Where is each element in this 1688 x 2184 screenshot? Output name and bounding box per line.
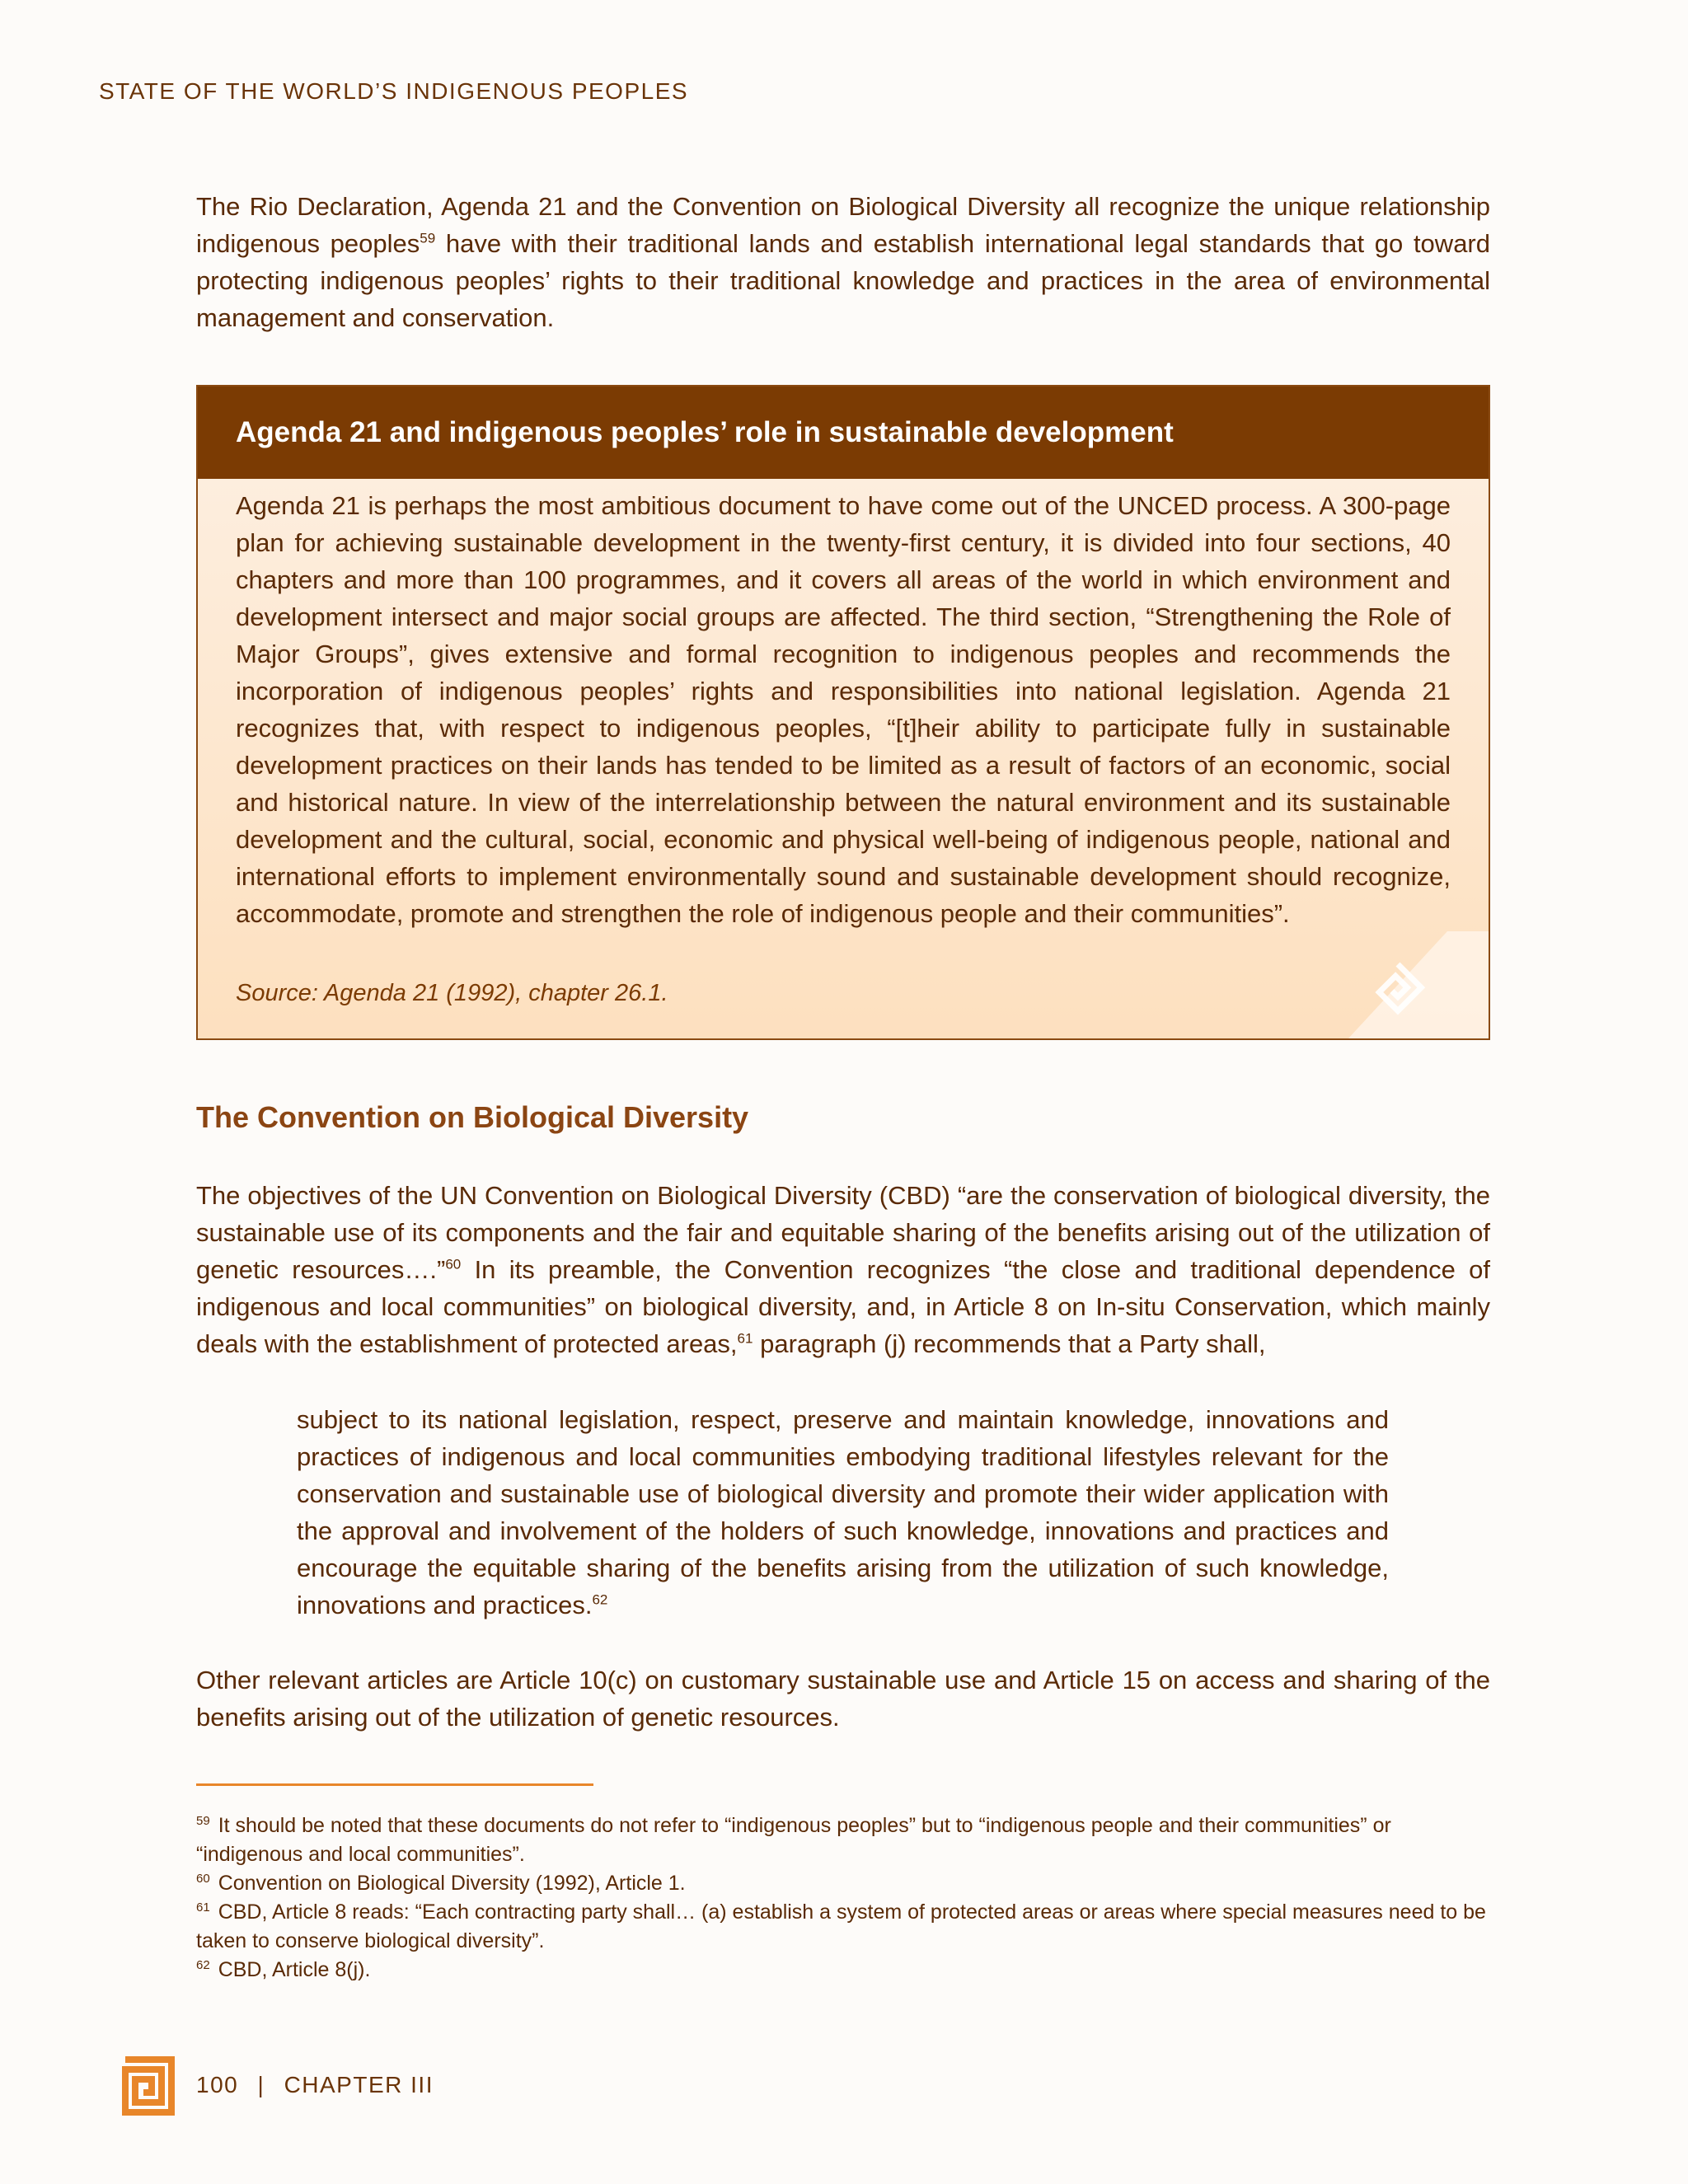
footnote-number: 61 bbox=[196, 1900, 210, 1915]
box-title bbox=[198, 387, 1489, 479]
cbd-text-1: The objectives of the UN Convention on Biological Diversity (CBD) “are the conservation of biological diversity, the sustainable use of its components and the fair and equitable sharing of the benefits arising out of the utilization of genetic resources….” bbox=[196, 1181, 1490, 1284]
section-heading: The Convention on Biological Diversity bbox=[196, 1100, 749, 1134]
footer-separator: | bbox=[257, 2072, 265, 2097]
footnote-ref-61[interactable]: 61 bbox=[737, 1330, 753, 1347]
page-number: 100 bbox=[196, 2072, 239, 2097]
box-title-text: Agenda 21 and indigenous peoples’ role in sustainable development bbox=[236, 416, 1174, 448]
cbd-paragraph bbox=[196, 1177, 1490, 1362]
intro-text-1: The Rio Declaration, Agenda 21 and the Convention on Biological Diversity all recognize the unique relationship indigenous peoples bbox=[196, 192, 1490, 258]
footnote-ref-59[interactable]: 59 bbox=[420, 230, 436, 246]
footnote-59 bbox=[196, 1811, 1490, 1869]
footnote-number: 59 bbox=[196, 1813, 210, 1828]
footnote-60 bbox=[196, 1869, 1490, 1898]
footnote-ref-62[interactable]: 62 bbox=[592, 1591, 608, 1608]
quote-text: subject to its national legislation, respect, preserve and maintain knowledge, innovations and practices of indigenous and local communities embodying traditional lifestyles relevant for the conservation and sustainable use of biological diversity and promote their wider application with the approval and involvement of the holders of such knowledge, innovations and practices and encourage the equitable sharing of the benefits arising from the utilization of such knowledge, innovations and practices. bbox=[297, 1405, 1389, 1619]
box-body: Agenda 21 is perhaps the most ambitious document to have come out of the UNCED process. A 300-page plan for achieving sustainable development in the twenty-first century, it is divided into four sections, 40 chapters and more than 100 programmes, and it covers all areas of the world in which environment and development intersect and major social groups are affected. The third section, “Strengthening the Role of Major Groups”, gives extensive and formal recognition to indigenous peoples and recommends the incorporation of indigenous peoples’ rights and responsibilities into national legislation. Agenda 21 recognizes that, with respect to indigenous peoples, “[t]heir ability to participate fully in sustainable development practices on their lands has tended to be limited as a result of factors of an economic, social and historical nature. In view of the interrelationship between the natural environment and its sustainable development and the cultural, social, economic and physical well-being of indigenous people, national and international efforts to implement environmentally sound and sustainable development should recognize, accommodate, promote and strengthen the role of indigenous people and their communities”. bbox=[236, 491, 1451, 928]
footnote-text: It should be noted that these documents do not refer to “indigenous peoples” but to “indigenous people and their communities” or “indigenous and local communities”. bbox=[196, 1814, 1391, 1866]
footnote-number: 60 bbox=[196, 1871, 210, 1886]
other-articles-paragraph: Other relevant articles are Article 10(c) on customary sustainable use and Article 15 on access and sharing of the benefits arising out of the utilization of genetic resources. bbox=[196, 1666, 1490, 1732]
footnote-number: 62 bbox=[196, 1957, 210, 1972]
footnote-text: Convention on Biological Diversity (1992), Article 1. bbox=[218, 1872, 686, 1895]
sidebar-box bbox=[196, 385, 1490, 1040]
page-footer bbox=[196, 2072, 434, 2098]
spiral-logo-icon bbox=[122, 2056, 175, 2116]
box-source: Source: Agenda 21 (1992), chapter 26.1. bbox=[236, 980, 668, 1006]
chapter-label: CHAPTER III bbox=[284, 2072, 434, 2097]
footnote-text: CBD, Article 8 reads: “Each contracting party shall… (a) establish a system of protected areas or areas where special measures need to be taken to conserve biological diversity”. bbox=[196, 1900, 1486, 1952]
spiral-watermark-icon bbox=[1348, 931, 1489, 1038]
running-header: STATE OF THE WORLD’S INDIGENOUS PEOPLES bbox=[99, 78, 689, 104]
intro-text-2: have with their traditional lands and establish international legal standards that go toward protecting indigenous peoples’ rights to their traditional knowledge and practices in the area of environmental management and conservation. bbox=[196, 229, 1490, 332]
block-quote bbox=[297, 1401, 1389, 1624]
intro-paragraph bbox=[196, 188, 1490, 336]
footnote-text: CBD, Article 8(j). bbox=[218, 1958, 371, 1981]
footnote-61 bbox=[196, 1898, 1490, 1956]
footnote-62 bbox=[196, 1956, 1490, 1985]
cbd-text-2: In its preamble, the Convention recognizes “the close and traditional dependence of indigenous and local communities” on biological diversity, and, in Article 8 on In-situ Conservation, which mainly deals with the establishment of protected areas, bbox=[196, 1255, 1490, 1358]
footnote-ref-60[interactable]: 60 bbox=[445, 1256, 462, 1272]
footnote-divider bbox=[196, 1783, 593, 1786]
footnotes bbox=[196, 1811, 1490, 1985]
cbd-text-3: paragraph (j) recommends that a Party shall, bbox=[753, 1329, 1266, 1358]
